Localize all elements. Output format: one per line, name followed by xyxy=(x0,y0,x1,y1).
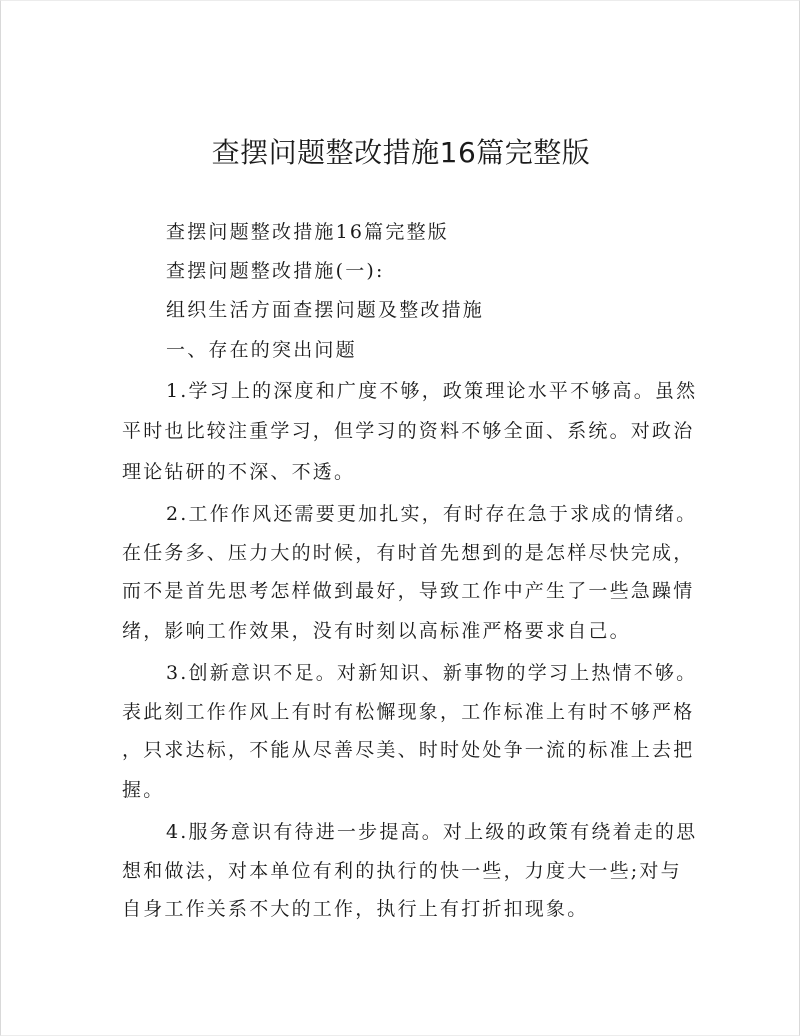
paragraph-item-3-line-1: 3.创新意识不足。对新知识、新事物的学习上热情不够。 xyxy=(166,662,698,684)
paragraph-subtitle: 查摆问题整改措施16篇完整版 xyxy=(166,221,449,243)
paragraph-item-4-line-1: 4.服务意识有待进一步提高。对上级的政策有绕着走的思 xyxy=(166,821,698,843)
paragraph-item-2-line-4: 绪，影响工作效果，没有时刻以高标准严格要求自己。 xyxy=(122,620,631,642)
paragraph-item-3-line-2: 表此刻工作作风上有时有松懈现象，工作标准上有时不够严格 xyxy=(122,701,695,723)
paragraph-item-1-line-3: 理论钻研的不深、不透。 xyxy=(122,461,356,483)
document-title: 查摆问题整改措施16篇完整版 xyxy=(211,136,591,169)
paragraph-item-1-line-2: 平时也比较注重学习，但学习的资料不够全面、系统。对政治 xyxy=(122,420,695,442)
paragraph-item-1-line-1: 1.学习上的深度和广度不够，政策理论水平不够高。虽然 xyxy=(166,380,698,402)
paragraph-item-4-line-2: 想和做法，对本单位有利的执行的快一些，力度大一些;对与 xyxy=(122,860,682,882)
paragraph-item-3-line-3: ，只求达标，不能从尽善尽美、时时处处争一流的标准上去把 xyxy=(122,739,695,761)
paragraph-item-3-line-4: 握。 xyxy=(122,779,165,801)
document-body xyxy=(122,214,698,928)
paragraph-section-heading: 查摆问题整改措施(一): xyxy=(166,260,385,282)
paragraph-heading-problems: 一、存在的突出问题 xyxy=(166,339,357,361)
paragraph-topic: 组织生活方面查摆问题及整改措施 xyxy=(166,299,485,321)
paragraph-item-2-line-3: 而不是首先思考怎样做到最好，导致工作中产生了一些急躁情 xyxy=(122,580,695,602)
paragraph-item-2-line-2: 在任务多、压力大的时候，有时首先想到的是怎样尽快完成， xyxy=(122,542,695,564)
paragraph-item-2-line-1: 2.工作作风还需要更加扎实，有时存在急于求成的情绪。 xyxy=(166,503,698,525)
paragraph-item-4-line-3: 自身工作关系不大的工作，执行上有打折扣现象。 xyxy=(122,898,589,920)
